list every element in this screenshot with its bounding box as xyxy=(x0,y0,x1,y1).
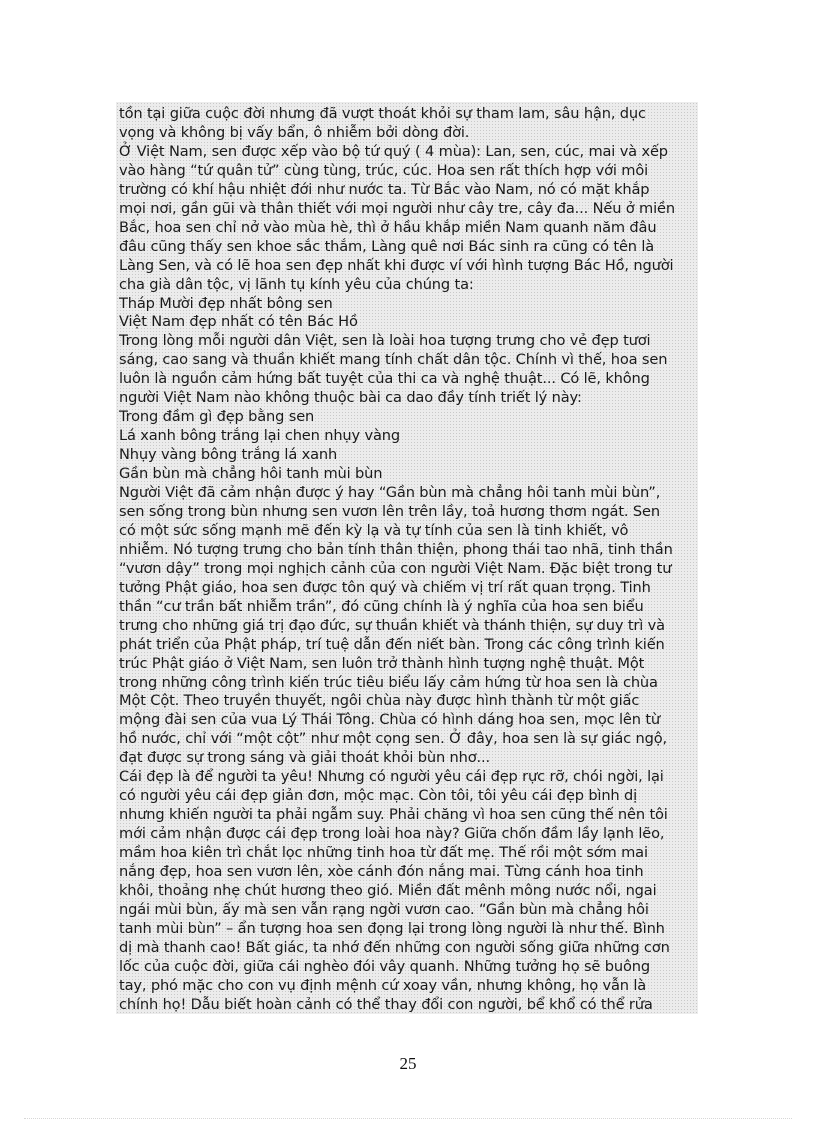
text-line: Cái đẹp là để người ta yêu! Nhưng có người yêu cái đẹp rực rỡ, chói ngời, lại xyxy=(119,768,664,786)
text-line: hồ nước, chỉ với “một cột” như một cọng sen. Ở đây, hoa sen là sự giác ngộ, xyxy=(119,730,668,748)
text-line: mới cảm nhận được cái đẹp trong loài hoa này? Giữa chốn đầm lầy lạnh lẽo, xyxy=(119,825,665,843)
text-line: người Việt Nam nào không thuộc bài ca dao đầy tính triết lý này: xyxy=(119,389,582,407)
text-line: sáng, cao sang và thuần khiết mang tính chất dân tộc. Chính vì thế, hoa sen xyxy=(119,351,668,369)
text-line: mầm hoa kiên trì chắt lọc những tinh hoa từ đất mẹ. Thế rồi một sớm mai xyxy=(119,844,648,862)
text-line: luôn là nguồn cảm hứng bất tuyệt của thi ca và nghệ thuật... Có lẽ, không xyxy=(119,370,650,388)
text-line: Việt Nam đẹp nhất có tên Bác Hồ xyxy=(119,313,358,331)
bottom-divider xyxy=(24,1118,792,1119)
text-line: đâu cũng thấy sen khoe sắc thắm, Làng quê nơi Bác sinh ra cũng có tên là xyxy=(119,237,655,255)
text-line: Tháp Mười đẹp nhất bông sen xyxy=(119,294,333,312)
text-line: cha già dân tộc, vị lãnh tụ kính yêu của chúng ta: xyxy=(119,275,474,293)
text-line: mộng đài sen của vua Lý Thái Tông. Chùa có hình dáng hoa sen, mọc lên từ xyxy=(119,711,661,729)
text-line: Người Việt đã cảm nhận được ý hay “Gần bùn mà chẳng hôi tanh mùi bùn”, xyxy=(119,484,661,501)
text-line: vào hàng “tứ quân tử” cùng tùng, trúc, cúc. Hoa sen rất thích hợp với môi xyxy=(119,161,648,179)
text-line: tanh mùi bùn” – ẩn tượng hoa sen đọng lại trong lòng người là như thế. Bình xyxy=(119,919,665,937)
text-line: thần “cư trần bất nhiễm trần”, đó cũng chính là ý nghĩa của hoa sen biểu xyxy=(119,597,644,615)
text-line: Nhụy vàng bông trắng lá xanh xyxy=(119,446,338,464)
text-line: khôi, thoảng nhẹ chút hương theo gió. Miền đất mênh mông nước nổi, ngai xyxy=(119,881,657,899)
text-line: Gần bùn mà chẳng hôi tanh mùi bùn xyxy=(119,465,383,483)
text-line: tồn tại giữa cuộc đời nhưng đã vượt thoát khỏi sự tham lam, sâu hận, dục xyxy=(119,105,646,122)
text-line: Lá xanh bông trắng lại chen nhụy vàng xyxy=(119,427,400,445)
text-line: có một sức sống mạnh mẽ đến kỳ lạ và tự tính của sen là tinh khiết, vô xyxy=(119,521,629,539)
text-line: dị mà thanh cao! Bất giác, ta nhớ đến những con người sống giữa những cơn xyxy=(119,938,670,956)
text-line: Ở Việt Nam, sen được xếp vào bộ tứ quý ( 4 mùa): Lan, sen, cúc, mai và xếp xyxy=(119,142,668,160)
text-line: nhưng khiến người ta phải ngẫm suy. Phải chăng vì hoa sen cũng thế nên tôi xyxy=(119,806,668,824)
text-line: Làng Sen, và có lẽ hoa sen đẹp nhất khi được ví với hình tượng Bác Hồ, người xyxy=(119,256,674,274)
text-line: vọng và không bị vấy bẩn, ô nhiễm bởi dòng đời. xyxy=(119,123,470,141)
text-line: trưng cho những giá trị đạo đức, sự thuần khiết và thánh thiện, sự duy trì và xyxy=(119,616,665,634)
text-line: Một Cột. Theo truyền thuyết, ngôi chùa này được hình thành từ một giấc xyxy=(119,692,640,710)
text-line: nhiễm. Nó tượng trưng cho bản tính thân thiện, phong thái tao nhã, tinh thần xyxy=(119,540,673,558)
body-text-block xyxy=(116,102,698,1014)
page-number: 25 xyxy=(399,1054,417,1073)
text-line: tưởng Phật giáo, hoa sen được tôn quý và chiếm vị trí rất quan trọng. Tinh xyxy=(119,578,651,596)
text-line: “vươn dậy” trong mọi nghịch cảnh của con người Việt Nam. Đặc biệt trong tư xyxy=(119,559,672,577)
text-line: ngái mùi bùn, ấy mà sen vẫn rạng ngời vươn cao. “Gần bùn mà chẳng hôi xyxy=(119,900,649,918)
text-line: nắng đẹp, hoa sen vươn lên, xòe cánh đón nắng mai. Từng cánh hoa tinh xyxy=(119,863,644,880)
text-line: phát triển của Phật pháp, trí tuệ dẫn đến niết bàn. Trong các công trình kiến xyxy=(119,635,665,653)
text-line: lốc của cuộc đời, giữa cái nghèo đói vây quanh. Những tưởng họ sẽ buông xyxy=(119,957,650,975)
text-line: Trong đầm gì đẹp bằng sen xyxy=(119,408,315,426)
text-line: đạt được sự trong sáng và giải thoát khỏi bùn nhơ... xyxy=(119,749,490,767)
text-line: Bắc, hoa sen chỉ nở vào mùa hè, thì ở hầu khắp miền Nam quanh năm đâu xyxy=(119,218,657,236)
text-line: tay, phó mặc cho con vụ định mệnh cứ xoay vần, nhưng không, họ vẫn là xyxy=(119,976,647,994)
text-line: trường có khí hậu nhiệt đới như nước ta. Từ Bắc vào Nam, nó có mặt khắp xyxy=(119,180,650,198)
text-line: có người yêu cái đẹp giản đơn, mộc mạc. Còn tôi, tôi yêu cái đẹp bình dị xyxy=(119,787,638,805)
text-line: trúc Phật giáo ở Việt Nam, sen luôn trở thành hình tượng nghệ thuật. Một xyxy=(119,654,645,672)
text-line: Trong lòng mỗi người dân Việt, sen là loài hoa tượng trưng cho vẻ đẹp tươi xyxy=(119,332,651,350)
text-line: sen sống trong bùn nhưng sen vươn lên trên lầy, toả hương thơm ngát. Sen xyxy=(119,502,660,520)
text-line: chính họ! Dẫu biết hoàn cảnh có thể thay đổi con người, bể khổ có thể rửa xyxy=(119,995,653,1013)
text-line: trong những công trình kiến trúc tiêu biểu lấy cảm hứng từ hoa sen là chùa xyxy=(119,673,658,691)
text-line: mọi nơi, gần gũi và thân thiết với mọi người như cây tre, cây đa... Nếu ở miền xyxy=(119,199,675,217)
